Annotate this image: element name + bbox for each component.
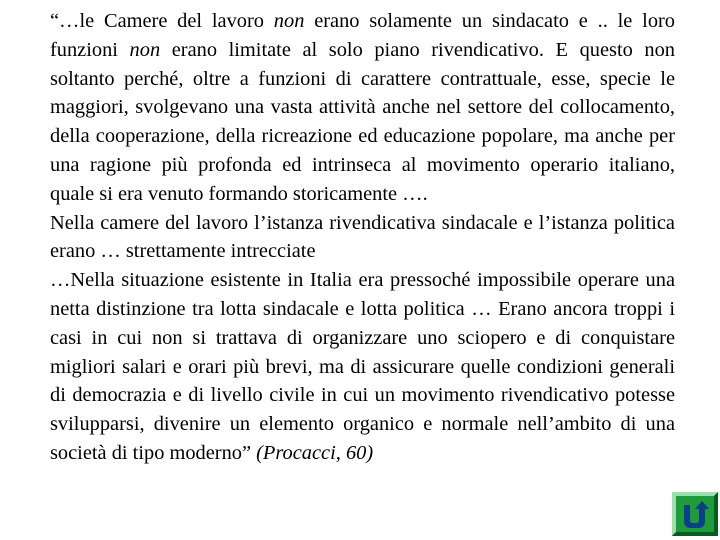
quote-text-block (50, 7, 675, 468)
text-segment: …Nella situazione esistente in Italia era pressoché impossibile operare una netta distinzione tra lotta sindacale e lotta politica … Erano ancora troppi i casi in cui non si trattava di organizzare uno sciopero e di conquistare migliori salari e orari più brevi, ma di assicurare quelle condizioni generali di democrazia e di livello civile in cui un movimento rivendicativo potesse svilupparsi, divenire un elemento organico e normale nell’ambito di una società di tipo moderno” (50, 269, 675, 464)
quote-paragraph-1 (50, 7, 675, 209)
text-segment: erano limitate al solo piano rivendicativo. E questo non soltanto perché, oltre a funzioni di carattere contrattuale, esse, specie le maggiori, svolgevano una vasta attività anche nel settore del collocamento, della cooperazione, della ricreazione ed educazione popolare, ma anche per una ragione più profonda ed intrinseca al movimento operario italiano, quale si era venuto formando storicamente …. (50, 38, 675, 205)
citation: (Procacci, 60) (256, 441, 374, 464)
italic-word: non (273, 10, 305, 32)
text-segment: Nella camere del lavoro l’istanza rivendicativa sindacale e l’istanza politica erano … strettamente intrecciate (50, 211, 675, 263)
u-turn-back-arrow-icon (672, 492, 718, 536)
quote-paragraph-2 (50, 209, 675, 267)
quote-paragraph-3 (50, 266, 675, 468)
text-segment: erano solamente un sindacato e .. le loro funzioni (50, 10, 675, 61)
italic-word: non (129, 38, 161, 61)
back-nav-button[interactable] (672, 492, 718, 536)
text-segment: “…le Camere del lavoro (50, 10, 274, 32)
